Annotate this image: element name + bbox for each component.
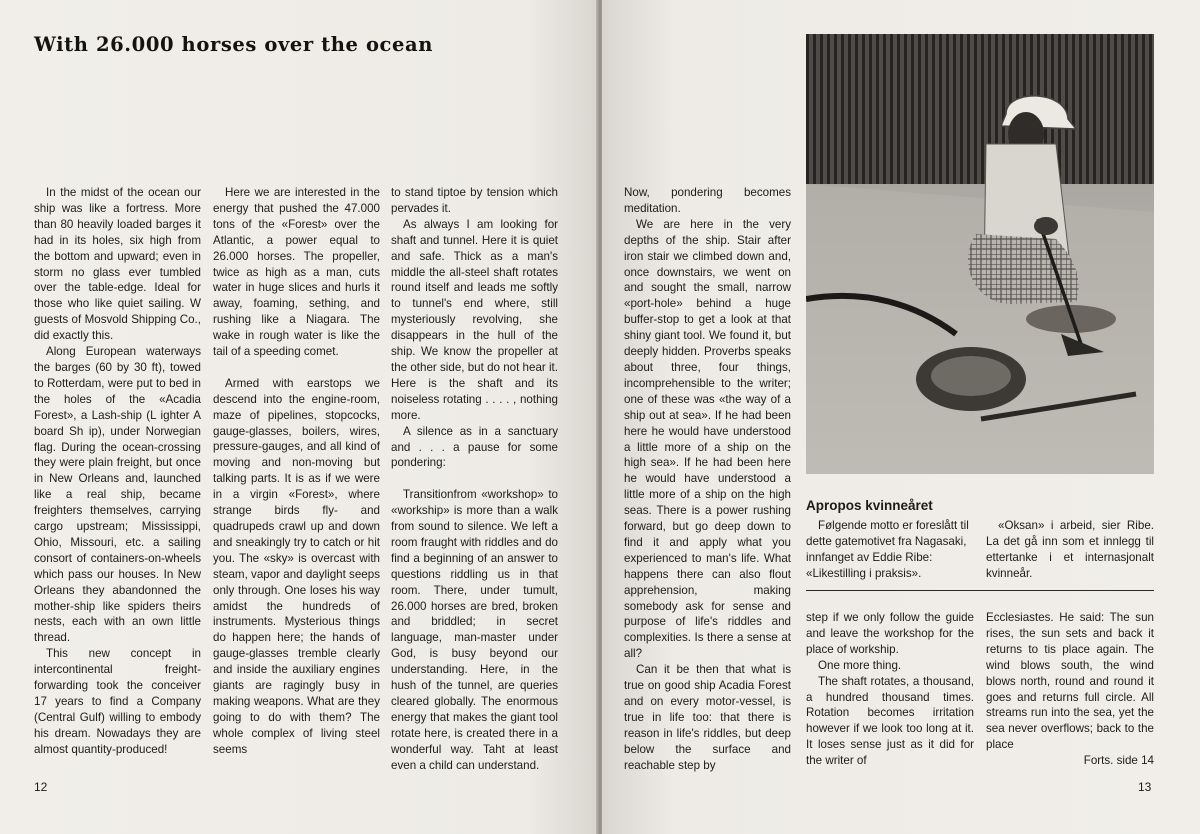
caption-text: «Oksan» i arbeid, sier Ribe. La det gå inn som et innlegg til ettertanke i et internasjonalt kvinneår.	[986, 519, 1154, 580]
paragraph: Now, pondering becomes meditation.	[624, 186, 791, 215]
article-column-6	[986, 610, 1154, 769]
street-photo	[806, 34, 1154, 474]
paragraph: step if we only follow the guide and leave the workshop for the place of workship.	[806, 611, 974, 656]
photo-caption-left	[806, 518, 974, 582]
continued-note: Forts. side 14	[1083, 754, 1154, 768]
paragraph: The shaft rotates, a thousand, a hundred thousand times. Rotation becomes irritation however if we look too long at it. It loses sense just as it did for the writer of	[806, 674, 974, 768]
paragraph: Transitionfrom «workshop» to «workship» is more than a walk from sound to silence. We left a room fraught with riddles and do find a beginning of an answer to questions riddling us in that room. There, under tumult, 26.000 horses are bred, broken and briddled; in secret language, man-master under God, is busy beyond our understanding. Here, in the hush of the tunnel, are queries cleared globally. The enormous energy that makes the giant tool rotate here, is created there in a wonderful way. Taht at least even a child can understand.	[391, 488, 558, 772]
paragraph: In the midst of the ocean our ship was like a fortress. More than 80 heavily loaded barges it had in its holes, six high from the bottom and upward; even in storm no glass ever tumbled over the table-edge. Ideal for those who like quiet sailing. W guests of Mosvold Shipping Co., did exactly this.	[34, 186, 201, 343]
photo-image	[806, 34, 1154, 474]
divider-rule	[806, 590, 1154, 591]
article-headline: With 26.000 horses over the ocean	[34, 33, 434, 56]
paragraph: Here we are interested in the energy that pushed the 47.000 tons of the «Forest» over the Atlantic, a power equal to 26.000 horses. The propeller, twice as high as a man, cuts water in huge slices and hurls it away, foaming, sething, and rushing like a Niagara. The wake in rough water is like the tail of a speeding comet.	[213, 186, 380, 359]
article-column-4	[624, 185, 791, 774]
caption-text: Følgende motto er foreslått til dette gatemotivet fra Nagasaki, innfanget av Eddie Ribe: «Likestilling i praksis».	[806, 519, 969, 580]
article-column-1	[34, 185, 201, 758]
paragraph: A silence as in a sanctuary and . . . a pause for some pondering:	[391, 424, 558, 470]
paragraph: We are here in the very depths of the ship. Stair after iron stair we climbed down and, once downstairs, we went on and sought the small, narrow «port-hole» behind a huge buffer-stop to get a look at that shiny giant tool. We found it, but deeply hidden. Proverbs speaks about three, four things, incomprehensible to the writer; one of these was «the way of a ship out at sea». If he had been here he would have understood a little more of a ship on the high sea». If he had been here he would have understood a little more of a ship on the high seas. There is a power rushing forward, but go deep down to find it and apply what you experienced to man's life. What happens there can also flout apprehension, making somebody ask for sense and purpose of life's riddles and complexities. Is there a sense at all?	[624, 217, 791, 661]
article-column-3	[391, 185, 558, 774]
page-number-right: 13	[1138, 780, 1152, 794]
paragraph: Ecclesiastes. He said: The sun rises, the sun sets and back it returns to tis place again. The wind blows south, the wind blows north, round and round it goes and returns full circle. All streams run into the sea, yet the sea never overflows; back to the place	[986, 611, 1154, 752]
paragraph: Can it be then that what is true on good ship Acadia Forest and on every motor-vessel, is true in life too: that there is reason in life's riddles, but deep below the surface and reachable step by	[624, 663, 791, 772]
paragraph: Armed with earstops we descend into the engine-room, maze of pipelines, stopcocks, gauge-glasses, boilers, wires, pressure-gauges, and all kind of moving and non-moving but talking parts. It is as if we were in a virgin «Forest», where strange birds fly- and quadrupeds crawl up and down and sneakingly try to catch or hit you. The «sky» is overcast with steam, vapor and daylight seeps only through. One loses his way amidst the hundreds of instruments. Mysterious things do happen here; the hands of gauge-glasses tremble clearly and inside the auxiliary engines giants are ragingly busy in making weapons. What are they going to do with them? The whole complex of living steel seems	[213, 376, 380, 756]
article-column-5	[806, 610, 974, 769]
article-column-2	[213, 185, 380, 758]
photo-caption-right	[986, 518, 1154, 582]
paragraph: As always I am looking for shaft and tunnel. Here it is quiet and safe. Thick as a man's middle the all-steel shaft rotates round itself and leads me softly to tunnel's end where, still mysteriously revolving, she disappears in the hull of the ship. We know the propeller at the other side, but do not hear it. Here is the shaft and its noiseless rotating . . . . , nothing more.	[391, 217, 558, 422]
paragraph: Along European waterways the barges (60 by 30 ft), towed to Rotterdam, were put to bed in the holes of the «Acadia Forest», a Lash-ship (L ighter A board Sh ip), under Norwegian flag. During the ocean-crossing they were plain freight, but once in New Orleans and, launched like a real ship, became freighters themselves, carrying cargo upstream; Mississippi, Ohio, Missouri, etc. a sailing consort of containers-on-wheels which pass our houses. In New Orleans they abandonned the mother-ship like spiders theirs nests, each with an own little thread.	[34, 345, 201, 645]
paragraph: to stand tiptoe by tension which pervades it.	[391, 186, 558, 215]
paragraph: This new concept in intercontinental freight-forwarding took the conceiver 17 years to find a Company (Central Gulf) willing to embody his dream. Nowadays they are almost quantity-produced!	[34, 647, 201, 756]
page-number-left: 12	[34, 780, 48, 794]
left-page	[0, 0, 598, 834]
paragraph: One more thing.	[818, 658, 902, 672]
sidebar-title: Apropos kvinneåret	[806, 498, 933, 513]
